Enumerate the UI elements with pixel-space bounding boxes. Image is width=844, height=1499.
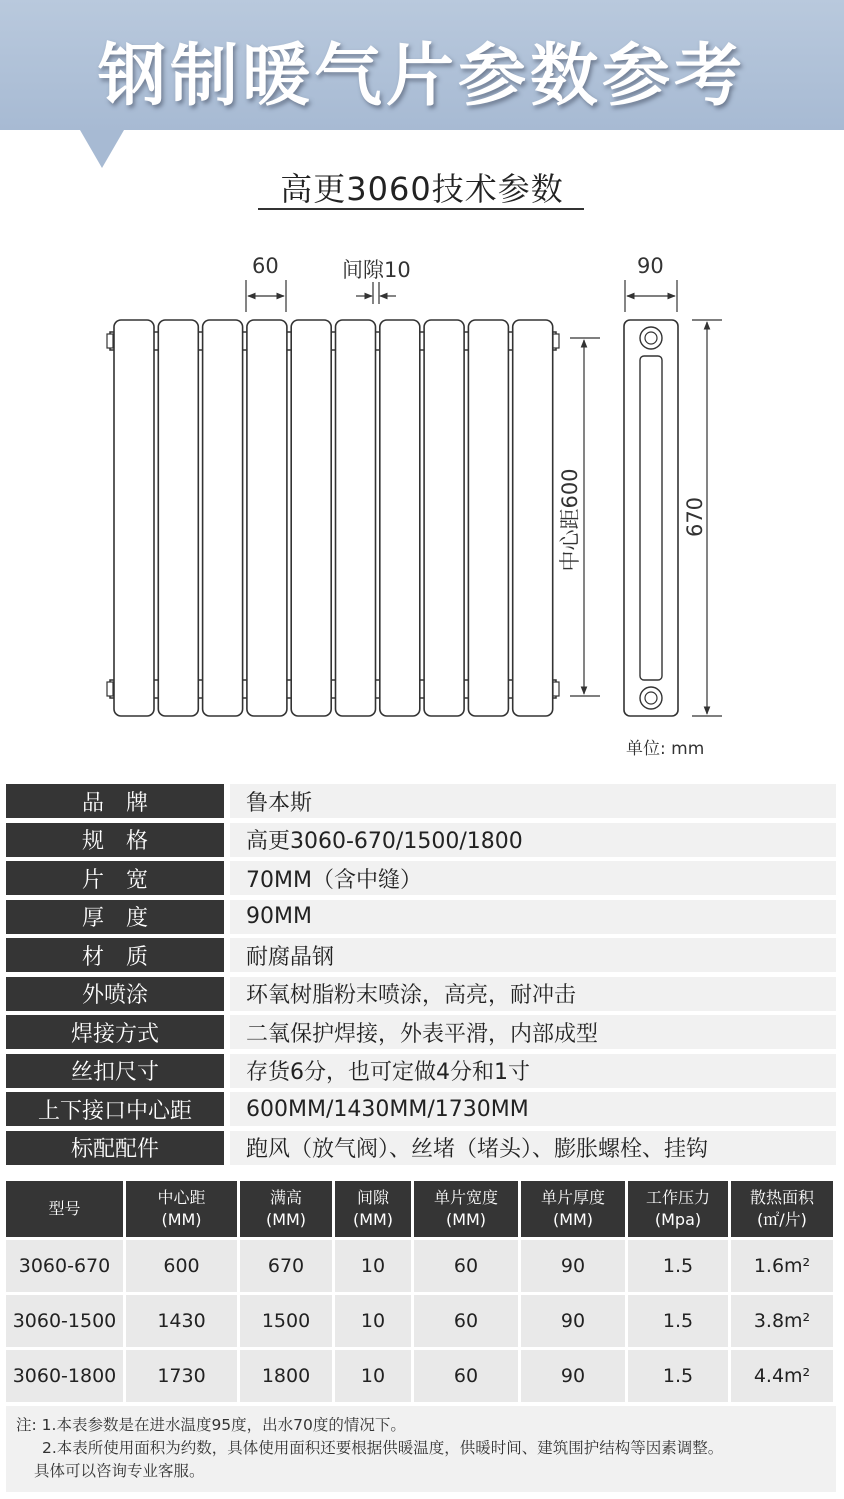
spec-row [6, 1131, 836, 1165]
spec-table [6, 784, 836, 1169]
left-bottom-cap [107, 682, 113, 696]
header-unit: (MM) [161, 1210, 202, 1229]
table-cell: 60 [414, 1295, 518, 1347]
spec-value: 鲁本斯 [230, 784, 836, 818]
spec-row [6, 861, 836, 895]
radiator-column [291, 320, 331, 716]
spec-row [6, 1054, 836, 1088]
table-row [6, 1350, 836, 1402]
table-row [6, 1240, 836, 1292]
left-top-cap [107, 334, 113, 348]
header-unit: (MM) [445, 1210, 487, 1229]
header-label: 散热面积 [749, 1188, 814, 1207]
spec-key: 标配配件 [6, 1131, 224, 1165]
radiator-column [203, 320, 243, 716]
radiator-column [468, 320, 508, 716]
radiator-column [158, 320, 198, 716]
table-cell: 90 [521, 1350, 625, 1402]
note-line-2: 2.本表所使用面积为约数，具体使用面积还要根据供暖温度，供暖时间、建筑围护结构等因素调整。 [42, 1439, 724, 1457]
table-cell: 60 [414, 1240, 518, 1292]
radiator-column [247, 320, 287, 716]
table-cell: 4.4m² [731, 1350, 833, 1402]
table-cell: 10 [335, 1240, 411, 1292]
spec-key: 规 格 [6, 823, 224, 857]
radiator-diagram [0, 240, 844, 770]
table-cell: 1730 [126, 1350, 237, 1402]
table-cell: 10 [335, 1295, 411, 1347]
header-unit: (MM) [352, 1210, 394, 1229]
table-cell: 1.5 [628, 1240, 728, 1292]
table-header-cell [6, 1181, 123, 1237]
spec-key: 品 牌 [6, 784, 224, 818]
spec-row [6, 784, 836, 818]
header-label: 工作压力 [645, 1188, 710, 1207]
gap-dimension-label: 间隙10 [342, 258, 411, 282]
table-cell: 1.5 [628, 1350, 728, 1402]
spec-value: 二氧保护焊接，外表平滑，内部成型 [230, 1015, 836, 1049]
table-cell: 1500 [240, 1295, 332, 1347]
notes-box [6, 1406, 836, 1492]
table-cell: 3060-1500 [6, 1295, 123, 1347]
unit-label: 单位: mm [626, 739, 705, 759]
spec-row [6, 938, 836, 972]
table-cell: 1.5 [628, 1295, 728, 1347]
table-row [6, 1295, 836, 1347]
spec-key: 外喷涂 [6, 977, 224, 1011]
spec-row [6, 900, 836, 934]
model-table [6, 1181, 836, 1402]
table-cell: 3060-1800 [6, 1350, 123, 1402]
spec-value: 70MM（含中缝） [230, 861, 836, 895]
center-distance-label: 中心距600 [558, 468, 582, 572]
header-label: 中心距 [157, 1188, 206, 1207]
table-cell: 1430 [126, 1295, 237, 1347]
spec-value: 存货6分，也可定做4分和1寸 [230, 1054, 836, 1088]
radiator-front-view [107, 320, 559, 716]
spec-row [6, 1015, 836, 1049]
spec-value: 跑风（放气阀）、丝堵（堵头）、膨胀螺栓、挂钩 [230, 1131, 836, 1165]
note-line-1: 注: 1.本表参数是在进水温度95度，出水70度的情况下。 [16, 1416, 406, 1434]
table-header-cell [731, 1181, 833, 1237]
table-header-cell [335, 1181, 411, 1237]
table-header-cell [414, 1181, 518, 1237]
page-title: 钢制暖气片参数参考 [97, 37, 746, 116]
table-cell: 3060-670 [6, 1240, 123, 1292]
table-cell: 90 [521, 1240, 625, 1292]
table-cell: 60 [414, 1350, 518, 1402]
spec-key: 厚 度 [6, 900, 224, 934]
height-dimension-label: 670 [683, 496, 707, 538]
radiator-column [114, 320, 154, 716]
table-cell: 1800 [240, 1350, 332, 1402]
spec-key: 片 宽 [6, 861, 224, 895]
table-cell: 600 [126, 1240, 237, 1292]
spec-row [6, 1092, 836, 1126]
radiator-column [424, 320, 464, 716]
spec-value: 耐腐晶钢 [230, 938, 836, 972]
header-unit: (㎡/片) [757, 1210, 807, 1229]
radiator-column [513, 320, 553, 716]
header-label: 单片厚度 [540, 1188, 605, 1207]
right-top-cap [553, 334, 559, 348]
radiator-drawing [0, 240, 844, 770]
right-bottom-cap [553, 682, 559, 696]
header-unit: (MM) [265, 1210, 307, 1229]
spec-key: 焊接方式 [6, 1015, 224, 1049]
spec-value: 600MM/1430MM/1730MM [230, 1092, 836, 1126]
table-cell: 3.8m² [731, 1295, 833, 1347]
note-line-3: 具体可以咨询专业客服。 [34, 1462, 205, 1480]
header-label: 间隙 [356, 1188, 389, 1207]
table-header-cell [521, 1181, 625, 1237]
spec-key: 上下接口中心距 [6, 1092, 224, 1126]
header-label: 满高 [269, 1188, 302, 1207]
header-unit: (Mpa) [654, 1210, 702, 1229]
table-header-cell [240, 1181, 332, 1237]
header-unit: (MM) [552, 1210, 594, 1229]
header-label: 单片宽度 [433, 1188, 498, 1207]
spec-value: 高更3060-670/1500/1800 [230, 823, 836, 857]
radiator-column [336, 320, 376, 716]
header-label: 型号 [48, 1199, 81, 1218]
spec-key: 丝扣尺寸 [6, 1054, 224, 1088]
depth-dimension-label: 90 [637, 254, 664, 278]
table-cell: 1.6m² [731, 1240, 833, 1292]
banner-notch [80, 130, 124, 168]
table-cell: 90 [521, 1295, 625, 1347]
table-header-cell [126, 1181, 237, 1237]
spec-value: 环氧树脂粉末喷涂，高亮，耐冲击 [230, 977, 836, 1011]
table-header-cell [628, 1181, 728, 1237]
subtitle-underline [258, 208, 584, 210]
table-header-row [6, 1181, 836, 1237]
table-cell: 670 [240, 1240, 332, 1292]
radiator-side-view [624, 320, 678, 716]
section-subtitle: 高更3060技术参数 [280, 170, 564, 208]
width-dimension-label: 60 [252, 254, 279, 278]
spec-value: 90MM [230, 900, 836, 934]
spec-key: 材 质 [6, 938, 224, 972]
spec-row [6, 977, 836, 1011]
radiator-column [380, 320, 420, 716]
spec-row [6, 823, 836, 857]
table-cell: 10 [335, 1350, 411, 1402]
